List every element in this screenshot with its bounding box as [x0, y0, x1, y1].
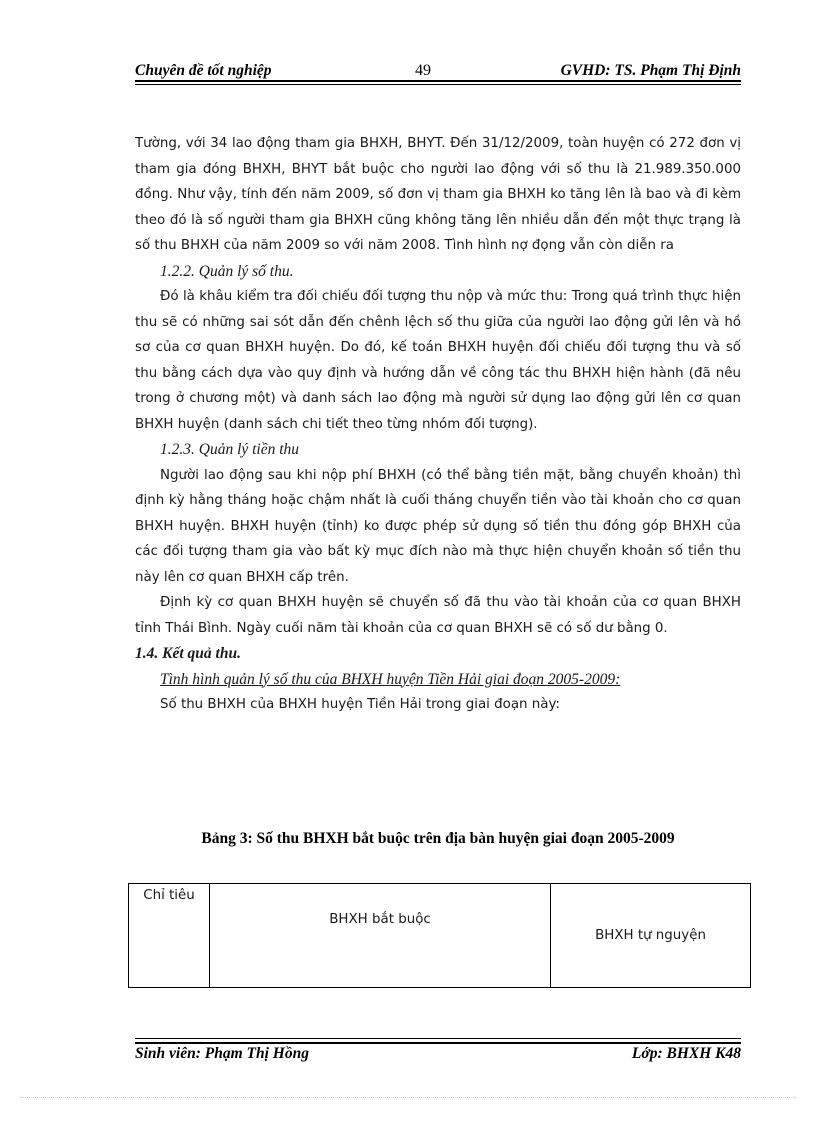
paragraph-3: Người lao động sau khi nộp phí BHXH (có thể bằng tiền mặt, bằng chuyển khoản) thì định kỳ hằng tháng hoặc chậm nhất là cuối tháng chuyển tiền vào tài khoản cho cơ quan BHXH huyện. BHXH huyện (tỉnh) ko được phép sử dụng số tiền thu đóng góp BHXH của các đối tượng tham gia vào bất kỳ mục đích nào mà thực hiện chuyển khoản số tiền thu này lên cơ quan BHXH cấp trên.	[135, 467, 741, 585]
page-edge-divider	[20, 1097, 796, 1098]
page-footer	[135, 1045, 741, 1069]
subheading-underlined: Tình hình quản lý số thu của BHXH huyện Tiền Hải giai đoạn 2005-2009:	[160, 670, 621, 688]
header-title: Chuyên đề tốt nghiệp	[135, 62, 272, 79]
paragraph-5: Số thu BHXH của BHXH huyện Tiền Hải trong giai đoạn này:	[160, 697, 560, 712]
data-table	[128, 883, 751, 988]
footer-student: Sinh viên: Phạm Thị Hồng	[135, 1045, 309, 1062]
paragraph-2: Đó là khâu kiểm tra đối chiếu đối tượng thu nộp và mức thu: Trong quá trình thực hiện thu sẽ có những sai sót dẫn đến chênh lệch số thu giữa của người lao động gửi lên và hồ sơ của cơ quan BHXH huyện. Do đó, kế toán BHXH huyện đối chiếu đối tượng thu và số thu bằng cách dựa vào quy định và hướng dẫn về công tác thu BHXH hiện hành (đã nêu trong ở chương một) và danh sách lao động mà người sử dụng lao động gửi lên cơ quan BHXH huyện (danh sách chi tiết theo từng nhóm đối tượng).	[135, 289, 741, 432]
heading-1-2-3: 1.2.3. Quản lý tiền thu	[160, 441, 300, 458]
heading-1-4: 1.4. Kết quả thu.	[135, 645, 241, 662]
header-rule-thin	[135, 84, 741, 85]
paragraph-1: Tường, với 34 lao động tham gia BHXH, BHYT. Đến 31/12/2009, toàn huyện có 272 đơn vị tham gia đóng BHXH, BHYT bắt buộc cho người lao động với số thu là 21.989.350.000 đồng. Như vậy, tính đến năm 2009, số đơn vị tham gia BHXH ko tăng lên là bao và đi kèm theo đó là số người tham gia BHXH cũng không tăng lên nhiều dẫn đến một thực trạng là số thu BHXH của năm 2009 so với năm 2008. Tình hình nợ đọng vẫn còn diễn ra	[135, 136, 741, 253]
page-number: 49	[415, 62, 431, 79]
table-header-mandatory: BHXH bắt buộc	[210, 884, 551, 988]
footer-class: Lớp: BHXH K48	[631, 1045, 741, 1062]
header-rule-thick	[135, 80, 741, 82]
heading-1-2-2: 1.2.2. Quản lý số thu.	[160, 262, 294, 280]
footer-rule-thin	[135, 1038, 741, 1039]
table-caption: Bảng 3: Số thu BHXH bắt buộc trên địa bàn huyện giai đoạn 2005-2009	[201, 830, 675, 847]
header-advisor: GVHD: TS. Phạm Thị Định	[560, 62, 741, 79]
document-body	[135, 131, 741, 718]
table-row	[129, 884, 751, 988]
paragraph-4: Định kỳ cơ quan BHXH huyện sẽ chuyển số đã thu vào tài khoản của cơ quan BHXH tỉnh Thái Bình. Ngày cuối năm tài khoản của cơ quan BHXH sẽ có số dư bằng 0.	[135, 595, 741, 636]
table-header-indicator: Chỉ tiêu	[129, 884, 210, 988]
table-header-voluntary: BHXH tự nguyện	[551, 884, 751, 988]
footer-rule-thick	[135, 1042, 741, 1044]
